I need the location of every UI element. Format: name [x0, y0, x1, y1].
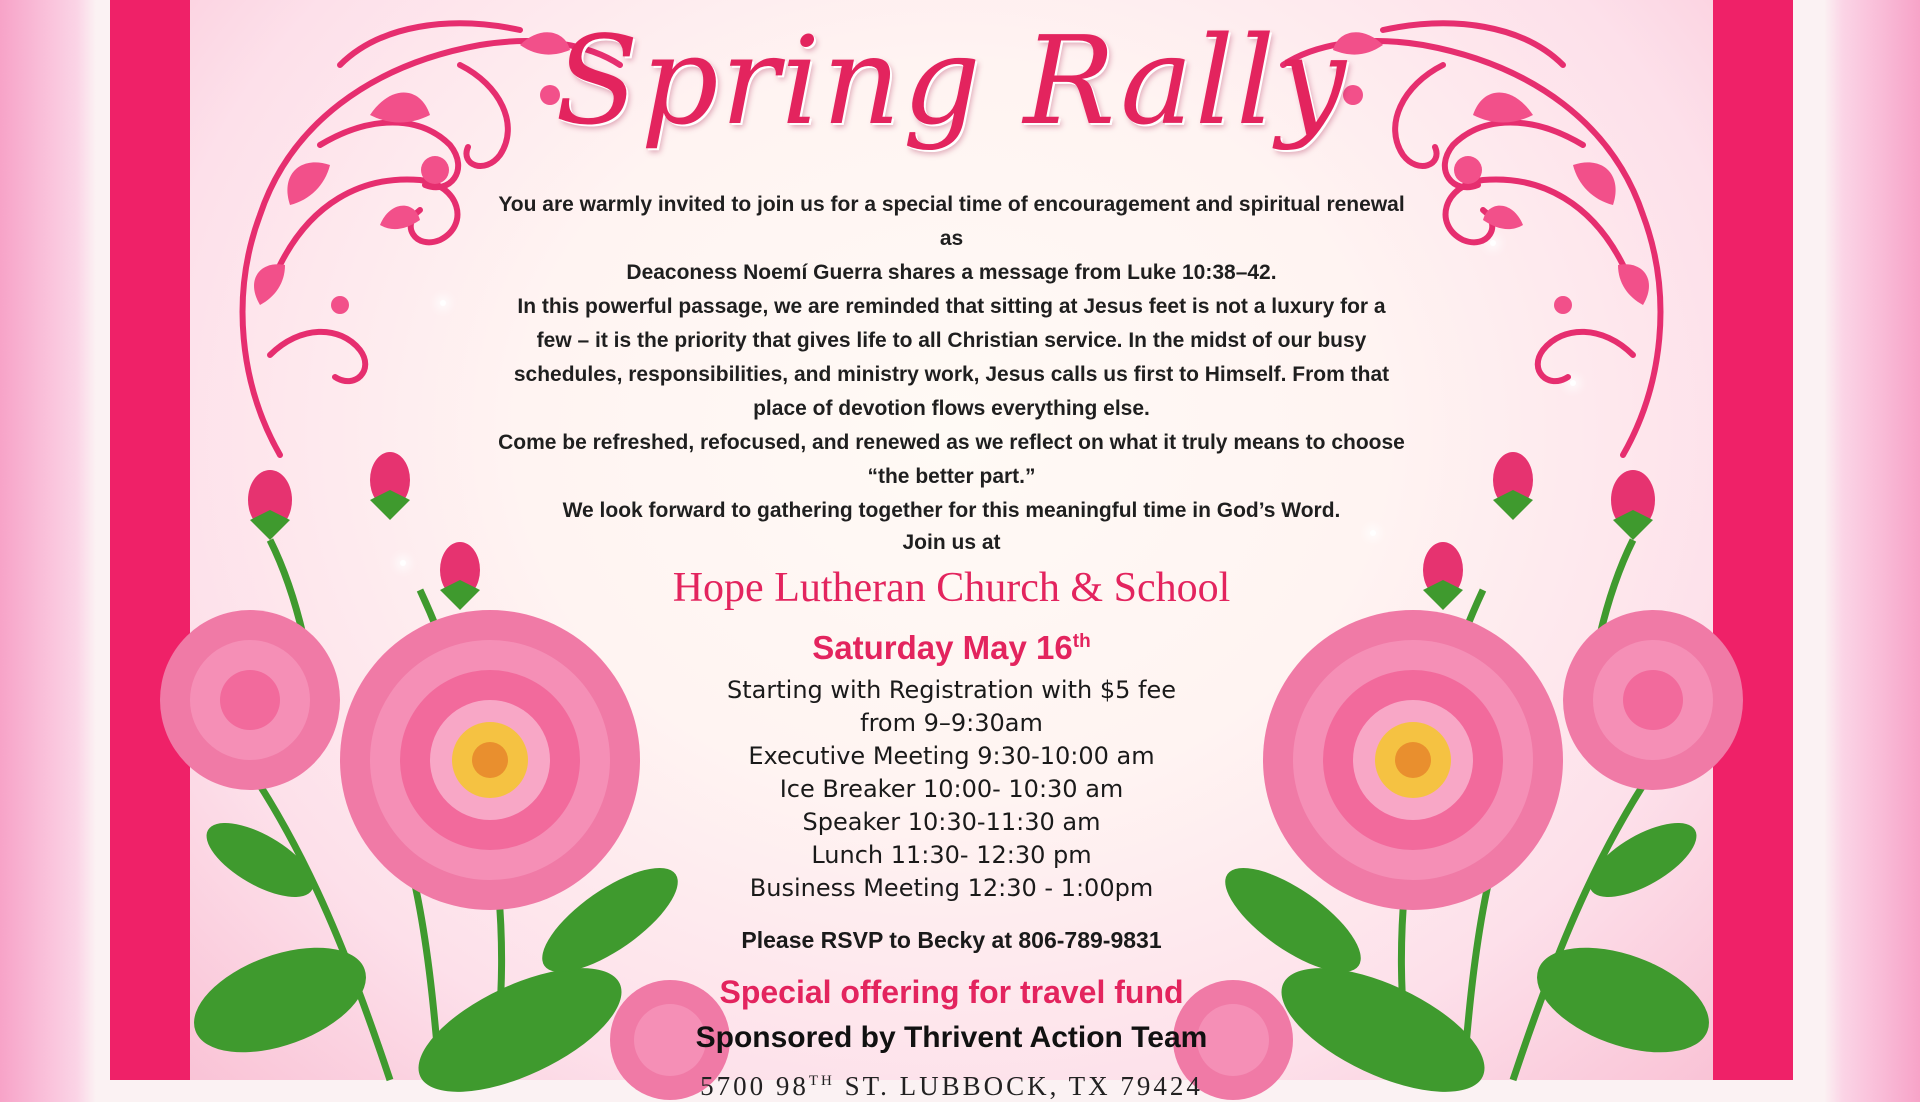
flyer-title: Spring Rally: [555, 10, 1348, 152]
sponsor-line: Sponsored by Thrivent Action Team: [695, 1021, 1208, 1054]
intro-line: We look forward to gathering together for this meaningful time in God’s Word.: [562, 499, 1341, 522]
intro-line: few – it is the priority that gives life to all Christian service. In the midst of our busy: [536, 329, 1367, 352]
address-number: 5700 98: [700, 1071, 809, 1101]
church-name: Hope Lutheran Church & School: [672, 565, 1231, 611]
event-date-suffix: th: [1072, 631, 1091, 652]
intro-line: Come be refreshed, refocused, and renewed as we reflect on what it truly means to choose: [498, 431, 1405, 454]
address: [490, 1071, 1413, 1102]
intro-line: You are warmly invited to join us for a special time of encouragement and spiritual renewal as: [498, 193, 1405, 250]
intro-line: place of devotion flows everything else.: [753, 397, 1150, 420]
intro-line: In this powerful passage, we are reminded that sitting at Jesus feet is not a luxury for a: [517, 295, 1386, 318]
intro-line: schedules, responsibilities, and ministry work, Jesus calls us first to Himself. From that: [513, 363, 1390, 386]
special-offering: Special offering for travel fund: [719, 974, 1184, 1010]
rosebud-icon: [248, 452, 480, 610]
schedule-item: from 9–9:30am: [860, 709, 1043, 737]
event-date-day: Saturday May 16: [812, 629, 1073, 666]
schedule-item: Speaker 10:30-11:30 am: [802, 808, 1101, 836]
rsvp-line: Please RSVP to Becky at 806-789-9831: [741, 927, 1162, 953]
flyer-poster: [190, 0, 1713, 1101]
event-date: [490, 622, 1413, 668]
intro-line: “the better part.”: [867, 465, 1036, 488]
schedule-item: Starting with Registration with $5 fee: [727, 676, 1176, 704]
intro-line: Deaconess Noemí Guerra shares a message from Luke 10:38–42.: [626, 261, 1277, 284]
right-frame-border: [1713, 0, 1793, 1080]
schedule-item: Business Meeting 12:30 - 1:00pm: [749, 874, 1154, 902]
flyer-content: [490, 188, 1413, 1102]
left-frame-border: [110, 0, 190, 1080]
schedule-item: Ice Breaker 10:00- 10:30 am: [779, 775, 1124, 803]
schedule-item: Lunch 11:30- 12:30 pm: [811, 841, 1092, 869]
join-label: Join us at: [902, 531, 1001, 554]
address-rest: ST. LUBBOCK, TX 79424: [834, 1071, 1203, 1101]
schedule-item: Executive Meeting 9:30-10:00 am: [748, 742, 1155, 770]
rosebud-icon: [1423, 452, 1655, 610]
address-suffix: TH: [808, 1073, 835, 1089]
